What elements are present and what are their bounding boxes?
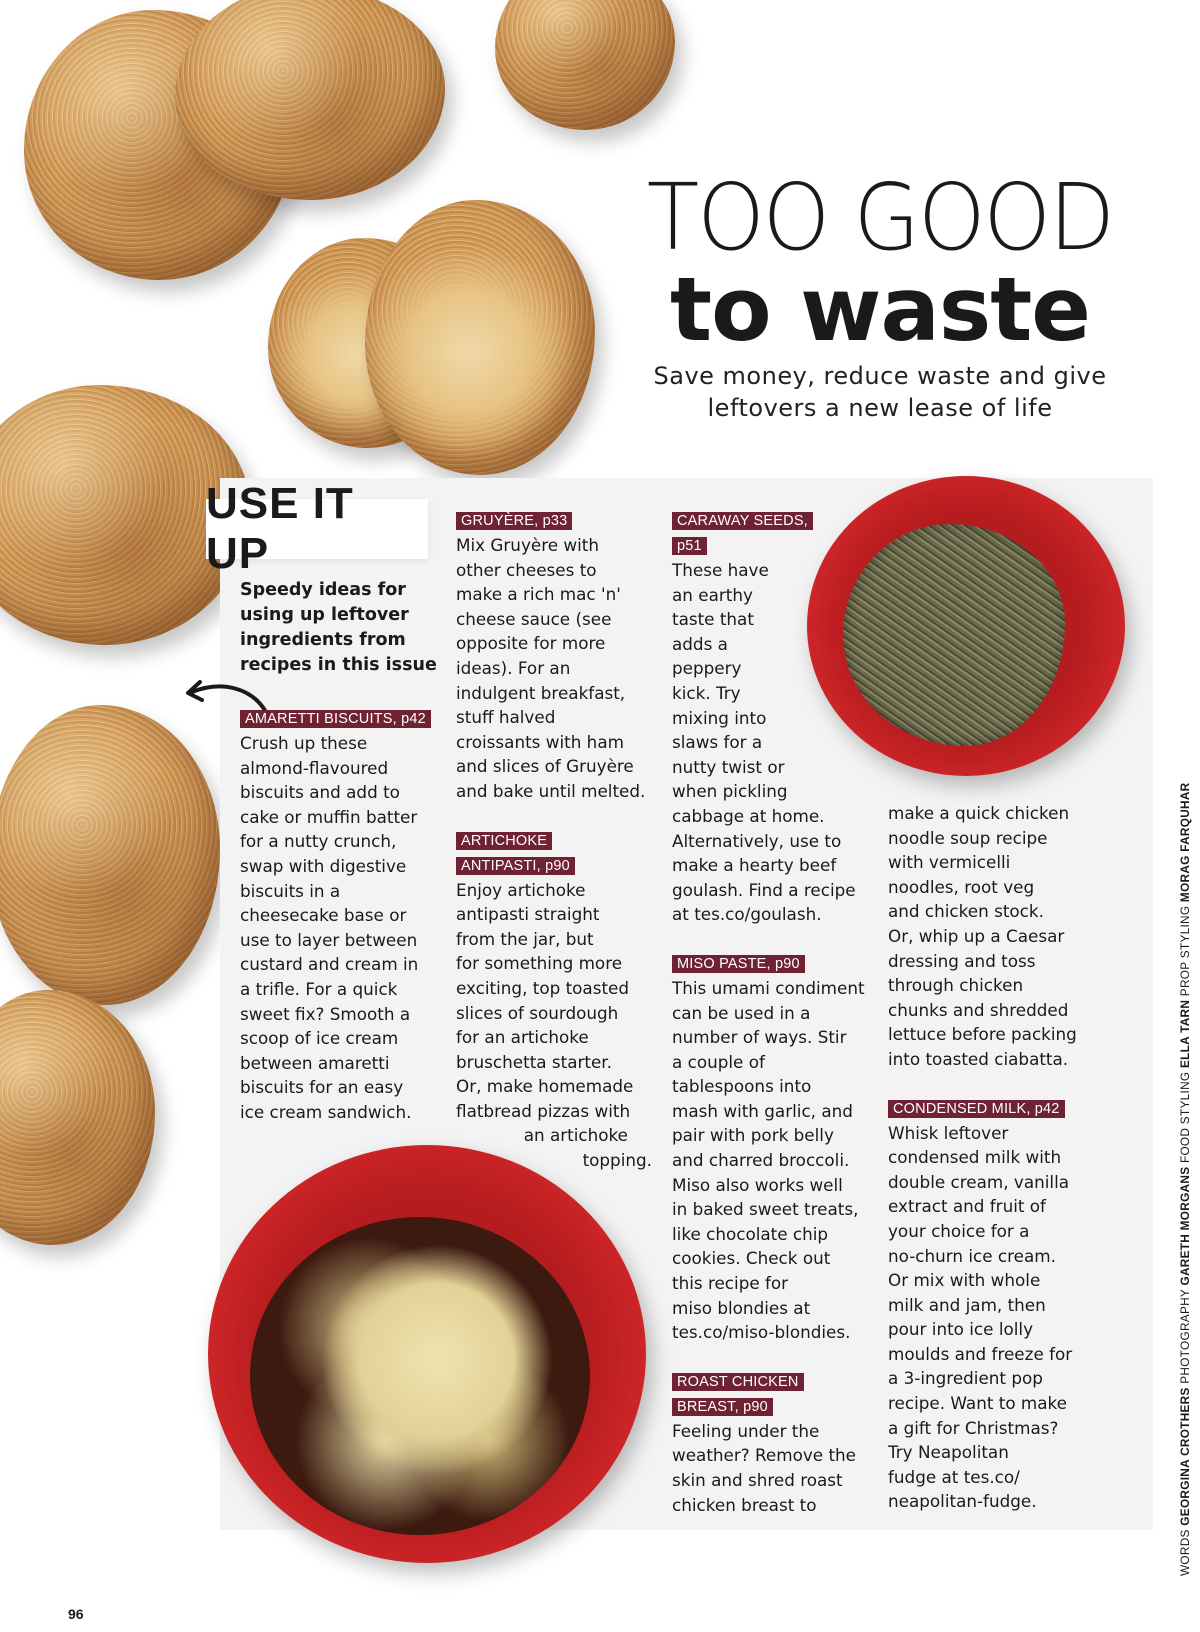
body-line: Whisk leftover xyxy=(888,1122,1009,1143)
ingredient-label: CARAWAY SEEDS, xyxy=(672,512,813,530)
artichoke-antipasti xyxy=(250,1217,590,1535)
body-line: dressing and toss xyxy=(888,950,1036,971)
body-line: Enjoy artichoke xyxy=(456,879,586,900)
credit-role: PROP STYLING xyxy=(1178,905,1192,997)
body-line: number of ways. Stir xyxy=(672,1027,847,1048)
body-line: like chocolate chip xyxy=(672,1223,829,1244)
body-line: make a quick chicken xyxy=(888,803,1070,823)
body-line: biscuits for an easy xyxy=(240,1077,404,1098)
amaretti-biscuit-image xyxy=(0,705,220,1005)
body-line: ideas). For an xyxy=(456,657,571,678)
ingredient-label: GRUYÈRE, p33 xyxy=(456,512,572,530)
body-line: and bake until melted. xyxy=(456,780,646,801)
body-line: swap with digestive xyxy=(240,855,407,876)
body-line: moulds and freeze for xyxy=(888,1343,1073,1364)
body-line: mixing into xyxy=(672,707,767,728)
body-line: cookies. Check out xyxy=(672,1248,831,1269)
body-line: scoop of ice cream xyxy=(240,1028,399,1049)
intro-line: using up leftover xyxy=(240,605,409,625)
body-line: tablespoons into xyxy=(672,1076,812,1097)
credit-role: WORDS xyxy=(1178,1529,1192,1576)
body-line: cabbage at home. xyxy=(672,805,825,826)
body-line: kick. Try xyxy=(672,682,741,703)
body-line: flatbread pizzas with xyxy=(456,1100,631,1121)
body-line: skin and shred roast xyxy=(672,1470,843,1490)
body-line: peppery xyxy=(672,658,742,679)
ingredient-label: AMARETTI BISCUITS, p42 xyxy=(240,710,431,728)
body-line: from the jar, but xyxy=(456,928,594,949)
entry-caraway-seeds xyxy=(672,508,872,1517)
body-line: weather? Remove the xyxy=(672,1445,856,1466)
body-line: noodle soup recipe xyxy=(888,827,1048,848)
body-line: chicken breast to xyxy=(672,1494,817,1515)
ingredient-label: MISO PASTE, p90 xyxy=(672,955,805,973)
credit-name: ELLA TARN xyxy=(1178,999,1192,1069)
body-line: extract and fruit of xyxy=(888,1196,1046,1217)
body-line: and chicken stock. xyxy=(888,901,1044,922)
ingredient-label: CONDENSED MILK, p42 xyxy=(888,1100,1065,1118)
body-line: a trifle. For a quick xyxy=(240,978,398,999)
body-line: cheesecake base or xyxy=(240,905,407,926)
body-line: no-churn ice cream. xyxy=(888,1245,1056,1266)
body-line: chunks and shredded xyxy=(888,999,1069,1020)
body-line: antipasti straight xyxy=(456,904,600,925)
body-line: Miso also works well xyxy=(672,1174,843,1195)
page-number: 96 xyxy=(68,1606,84,1622)
body-line: make a hearty beef xyxy=(672,855,837,876)
amaretti-biscuit-image xyxy=(0,990,155,1245)
subtitle-line-2: leftovers a new lease of life xyxy=(707,394,1053,422)
body-line: this recipe for xyxy=(672,1273,789,1294)
body-line: slices of sourdough xyxy=(456,1002,619,1023)
body-line: ice cream sandwich. xyxy=(240,1101,412,1122)
body-line: through chicken xyxy=(888,975,1024,996)
ingredient-label: ANTIPASTI, p90 xyxy=(456,857,575,875)
body-line: Mix Gruyère with xyxy=(456,535,599,555)
entry-miso-paste xyxy=(672,951,872,1345)
credit-name: GARETH MORGANS xyxy=(1178,1166,1192,1286)
body-line: bruschetta starter. xyxy=(456,1051,612,1072)
entry-roast-chicken-breast xyxy=(672,1369,872,1517)
body-line: sweet fix? Smooth a xyxy=(240,1003,411,1024)
body-line: nutty twist or xyxy=(672,756,785,777)
ingredient-label: p51 xyxy=(672,537,707,555)
body-line: biscuits in a xyxy=(240,880,341,901)
body-line: miso blondies at xyxy=(672,1297,811,1318)
body-line: tes.co/miso-blondies. xyxy=(672,1322,851,1343)
subtitle-line-1: Save money, reduce waste and give xyxy=(653,362,1107,390)
body-line: milk and jam, then xyxy=(888,1294,1046,1315)
body-line: your choice for a xyxy=(888,1220,1030,1241)
caraway-seeds xyxy=(843,524,1065,746)
body-line: Crush up these xyxy=(240,733,368,753)
body-line: adds a xyxy=(672,633,728,654)
body-line: custard and cream in xyxy=(240,954,419,975)
body-line: can be used in a xyxy=(672,1002,811,1023)
amaretti-biscuit-image xyxy=(495,0,675,130)
photo-credits xyxy=(1178,783,1192,1576)
body-line: Or mix with whole xyxy=(888,1270,1041,1291)
amaretti-biscuit-image xyxy=(175,0,445,200)
credit-name: GEORGINA CROTHERS xyxy=(1178,1387,1192,1526)
body-line: Feeling under the xyxy=(672,1420,820,1441)
body-line: for a nutty crunch, xyxy=(240,831,397,852)
page-title xyxy=(600,164,1160,361)
body-line: Alternatively, use to xyxy=(672,830,842,851)
body-line: This umami condiment xyxy=(672,977,865,998)
body-line: a 3-ingredient pop xyxy=(888,1368,1043,1389)
body-line: slaws for a xyxy=(672,732,763,753)
body-line: neapolitan-fudge. xyxy=(888,1491,1037,1512)
body-line: stuff halved xyxy=(456,707,556,728)
body-line: between amaretti xyxy=(240,1052,390,1073)
body-line: Or, whip up a Caesar xyxy=(888,925,1065,946)
body-line: and slices of Gruyère xyxy=(456,756,634,777)
body-line: an earthy xyxy=(672,584,753,605)
body-line: indulgent breakfast, xyxy=(456,682,626,703)
ingredient-label: ARTICHOKE xyxy=(456,832,552,850)
body-line: fudge at tes.co/ xyxy=(888,1466,1020,1487)
body-line: almond-flavoured xyxy=(240,757,389,778)
ingredient-label: ROAST CHICKEN xyxy=(672,1373,804,1391)
credit-role: FOOD STYLING xyxy=(1178,1071,1192,1164)
entry-amaretti-biscuits xyxy=(240,706,450,1125)
panel-intro xyxy=(240,578,440,678)
body-line: when pickling xyxy=(672,781,788,802)
body-line: These have xyxy=(672,560,769,580)
body-line: exciting, top toasted xyxy=(456,977,630,998)
body-line: make a rich mac 'n' xyxy=(456,584,621,605)
body-line: for an artichoke xyxy=(456,1027,589,1048)
entry-condensed-milk xyxy=(888,1096,1098,1515)
broken-amaretti-biscuit-image xyxy=(365,200,595,475)
ingredient-label: BREAST, p90 xyxy=(672,1398,773,1416)
body-line: in baked sweet treats, xyxy=(672,1199,859,1220)
page-subtitle xyxy=(600,360,1160,424)
entry-artichoke-antipasti xyxy=(456,828,656,1173)
body-line: a gift for Christmas? xyxy=(888,1417,1059,1438)
body-line: condensed milk with xyxy=(888,1147,1062,1168)
body-line: goulash. Find a recipe xyxy=(672,879,856,900)
body-line: an artichoke xyxy=(523,1125,628,1146)
body-line: cake or muffin batter xyxy=(240,806,418,827)
body-line: pair with pork belly xyxy=(672,1125,834,1146)
body-line: topping. xyxy=(582,1150,652,1171)
body-line: other cheeses to xyxy=(456,559,597,580)
credit-name: MORAG FARQUHAR xyxy=(1178,782,1192,903)
body-line: mash with garlic, and xyxy=(672,1100,853,1121)
body-line: biscuits and add to xyxy=(240,782,400,803)
section-heading: USE IT UP xyxy=(206,499,428,559)
entry-gruyere xyxy=(456,508,656,1173)
title-line-1: TOO GOOD xyxy=(646,164,1114,271)
entry-roast-chicken-continued xyxy=(888,801,1098,1514)
body-line: use to layer between xyxy=(240,929,418,950)
body-line: opposite for more xyxy=(456,633,606,654)
body-line: noodles, root veg xyxy=(888,876,1035,897)
body-line: for something more xyxy=(456,953,623,974)
intro-line: ingredients from xyxy=(240,630,406,650)
credit-role: PHOTOGRAPHY xyxy=(1178,1289,1192,1384)
body-line: recipe. Want to make xyxy=(888,1393,1067,1414)
body-line: with vermicelli xyxy=(888,852,1011,873)
body-line: into toasted ciabatta. xyxy=(888,1048,1069,1069)
body-line: Or, make homemade xyxy=(456,1076,634,1097)
intro-line: Speedy ideas for xyxy=(240,580,406,600)
artichoke-bowl-image xyxy=(208,1145,646,1563)
body-line: double cream, vanilla xyxy=(888,1171,1070,1192)
body-line: cheese sauce (see xyxy=(456,608,612,629)
title-line-2: to waste xyxy=(670,258,1090,361)
body-line: a couple of xyxy=(672,1051,765,1072)
body-line: croissants with ham xyxy=(456,731,624,752)
body-line: Try Neapolitan xyxy=(888,1442,1009,1463)
body-line: lettuce before packing xyxy=(888,1024,1077,1045)
body-line: and charred broccoli. xyxy=(672,1150,850,1171)
body-line: taste that xyxy=(672,609,754,630)
body-line: pour into ice lolly xyxy=(888,1319,1034,1340)
intro-line: recipes in this issue xyxy=(240,655,437,675)
body-line: at tes.co/goulash. xyxy=(672,904,822,925)
